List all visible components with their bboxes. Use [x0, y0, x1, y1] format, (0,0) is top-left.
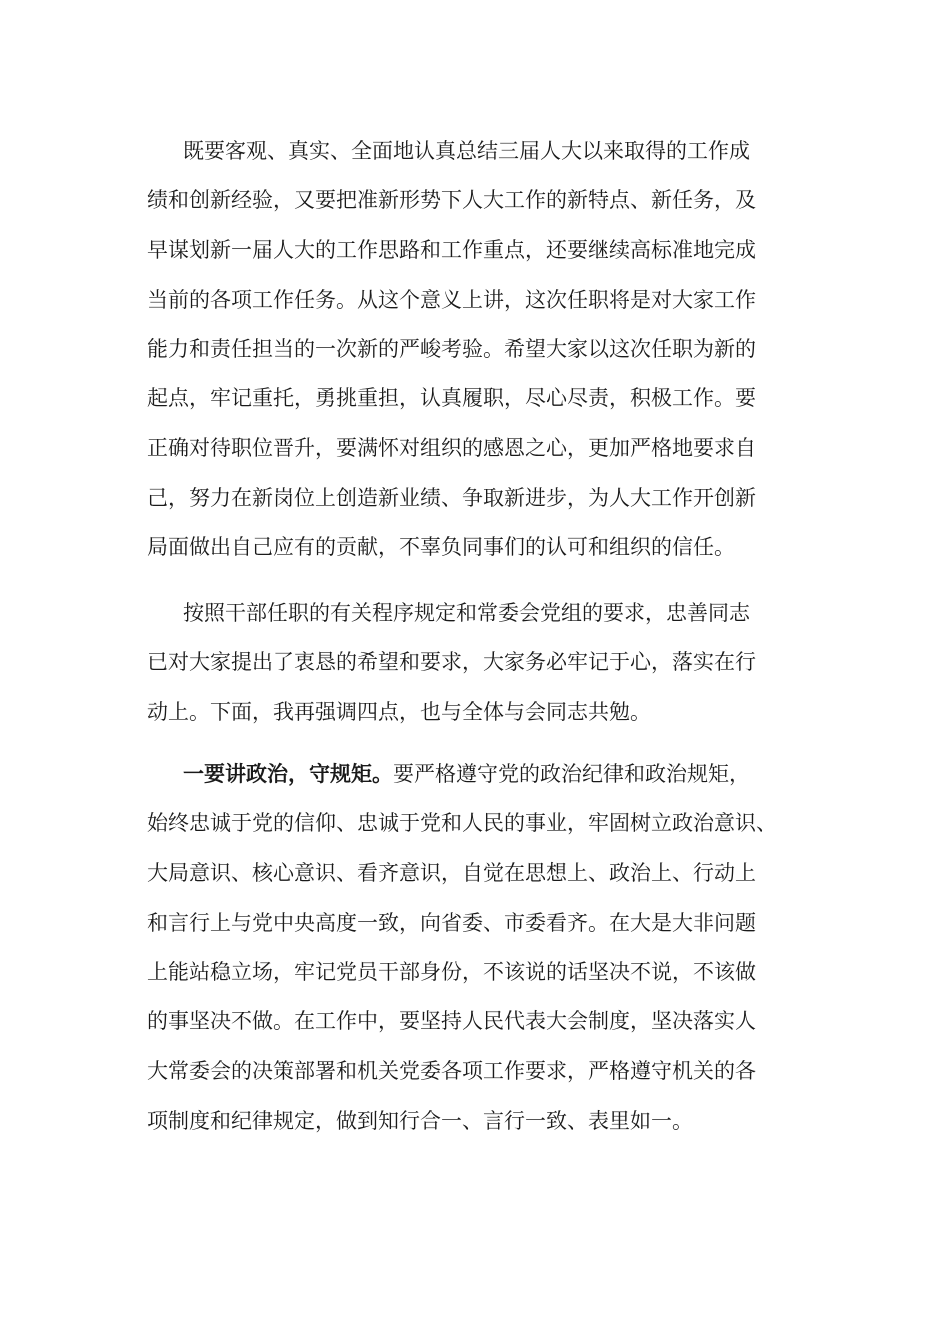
paragraph-1-line-6: 起点，牢记重托，勇挑重担，认真履职，尽心尽责，积极工作。要: [147, 386, 756, 410]
paragraph-1-line-7: 正确对待职位晋升，要满怀对组织的感恩之心，更加严格地要求自: [147, 436, 756, 460]
paragraph-1-line-9: 局面做出自己应有的贡献，不辜负同事们的认可和组织的信任。: [147, 535, 735, 559]
paragraph-3-line-8: 项制度和纪律规定，做到知行合一、言行一致、表里如一。: [147, 1109, 693, 1133]
paragraph-1-line-8: 己，努力在新岗位上创造新业绩、争取新进步，为人大工作开创新: [147, 486, 756, 510]
paragraph-2-line-1: 按照干部任职的有关程序规定和常委会党组的要求，忠善同志: [183, 601, 750, 625]
paragraph-1-line-2: 绩和创新经验，又要把准新形势下人大工作的新特点、新任务，及: [147, 188, 756, 212]
paragraph-1-line-5: 能力和责任担当的一次新的严峻考验。希望大家以这次任职为新的: [147, 337, 756, 361]
paragraph-1-line-1: 既要客观、真实、全面地认真总结三届人大以来取得的工作成: [183, 139, 750, 163]
paragraph-1-line-4: 当前的各项工作任务。从这个意义上讲，这次任职将是对大家工作: [147, 288, 756, 312]
paragraph-3-first-text: 要严格遵守党的政治纪律和政治规矩，: [393, 762, 750, 786]
paragraph-3-line-1: [183, 754, 827, 794]
paragraph-3-line-7: 大常委会的决策部署和机关党委各项工作要求，严格遵守机关的各: [147, 1059, 756, 1083]
paragraph-3-line-5: 上能站稳立场，牢记党员干部身份，不该说的话坚决不说，不该做: [147, 960, 756, 984]
paragraph-1-line-3: 早谋划新一届人大的工作思路和工作重点，还要继续高标准地完成: [147, 238, 756, 262]
paragraph-3-line-2: 始终忠诚于党的信仰、忠诚于党和人民的事业，牢固树立政治意识、: [147, 811, 777, 835]
paragraph-2-line-2: 已对大家提出了衷恳的希望和要求，大家务必牢记于心，落实在行: [147, 650, 756, 674]
paragraph-3-line-4: 和言行上与党中央高度一致，向省委、市委看齐。在大是大非问题: [147, 911, 756, 935]
section-heading: 一要讲政治，守规矩。: [183, 761, 393, 786]
paragraph-3-line-6: 的事坚决不做。在工作中，要坚持人民代表大会制度，坚决落实人: [147, 1009, 756, 1033]
paragraph-2-line-3: 动上。下面，我再强调四点，也与全体与会同志共勉。: [147, 700, 651, 724]
paragraph-3-line-3: 大局意识、核心意识、看齐意识，自觉在思想上、政治上、行动上: [147, 861, 756, 885]
